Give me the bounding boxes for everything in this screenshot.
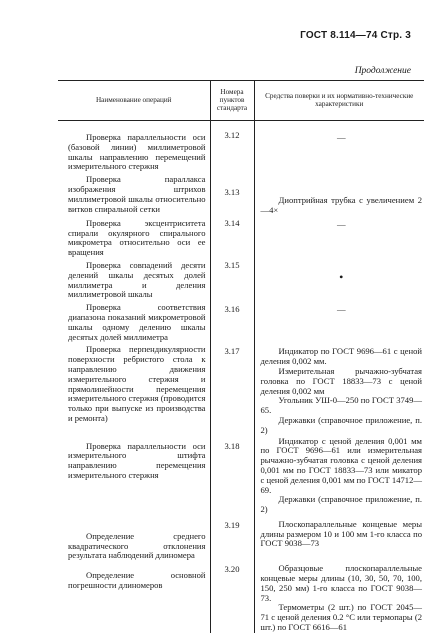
continuation-label: Продолжение [354, 66, 411, 76]
means-text: Индикатор по ГОСТ 9696—61 с ценой деления 0,002 мм. [260, 346, 422, 367]
means-text: Индикатор с ценой деления 0,001 мм по ГОСТ 9696—61 или измерительная рычажно-зубчатая головка с ценой деления 0,001 мм по ГОСТ 18833—73 или микатор с ценой деления 0,001 мм по ГОСТ 14712—69. [260, 435, 422, 495]
header-operation-name: Наименование операций [58, 81, 210, 121]
table-row [58, 515, 424, 561]
table-row [58, 172, 424, 216]
table-row [58, 561, 424, 633]
table-row [58, 121, 424, 173]
operation-text: Проверка параллакса изображения штрихов миллиметровой шкалы относительно витков спиральной сетки [68, 174, 206, 214]
operation-text: Проверка параллельности оси измерительного штифта направлению перемещения измерительного стержня [68, 440, 206, 480]
operation-text: Проверка совпадений десяти делений шкалы десятых долей миллиметра и деления миллиметровой шкалы [68, 259, 206, 300]
means-text: Угольник УШ-0—250 по ГОСТ 3749—65. [260, 395, 422, 416]
header-verification-means: Средства поверки и их нормативно-технические характеристики [254, 81, 424, 121]
operation-text: Проверка параллельности оси (базовой линии) миллиметровой шкалы направлению перемещений измерительного стержня [68, 132, 206, 172]
means-text: — [336, 304, 346, 315]
means-text: — [336, 218, 346, 229]
operation-text: Проверка соответствия диапазона показаний микрометровой шкалы одному делению шкалы десятых долей миллиметра [68, 302, 206, 342]
means-text: Термометры (2 шт.) по ГОСТ 2045—71 с ценой деления 0.2 °С или термопары (2 шт.) по ГОСТ 6616—61 [260, 602, 422, 633]
clause-number: 3.13 [224, 187, 240, 198]
table-row [58, 216, 424, 258]
page-header [0, 30, 427, 44]
operation-text: Проверка перпендикулярности поверхности ребристого стола к направлению движения измерительного стержня и прямолинейности перемещения измерительного стержня (проводится только при выпуске из производства и ремонта) [68, 344, 206, 423]
clause-number: 3.16 [224, 304, 240, 315]
means-text: Измерительная рычажно-зубчатая головка по ГОСТ 18833—73 с ценой деления 0,002 мм [260, 365, 422, 396]
clause-number: 3.18 [224, 440, 240, 451]
means-text: — [336, 132, 346, 142]
means-text: Плоскопараллельные концевые меры длины размером 10 и 100 мм 1-го класса по ГОСТ 9038—73 [260, 518, 422, 549]
header-clause-number: Номера пунктов стандарта [210, 81, 254, 121]
operation-text: Проверка эксцентриситета спирали окулярного спирального микрометра относительно оси ее вращения [68, 217, 206, 258]
verification-operations-table [58, 80, 424, 633]
means-text: Образцовые плоскопараллельные концевые меры длины (10, 30, 50, 70, 100, 150, 250 мм) 1-го класса по ГОСТ 9038—73. [260, 563, 422, 603]
clause-number: 3.20 [224, 564, 240, 575]
means-text: Державки (справочное приложение, п. 2) [260, 414, 422, 435]
clause-number: 3.19 [224, 519, 240, 530]
clause-number: 3.14 [224, 217, 240, 228]
means-text: • [339, 269, 344, 284]
means-text: Диоптрийная трубка с увеличением 2—4× [260, 195, 422, 215]
clause-number: 3.15 [224, 259, 240, 270]
table-header-row [58, 81, 424, 121]
operation-text: Определение основной погрешности длиномеров [68, 570, 206, 591]
standard-page-title: ГОСТ 8.114—74 Стр. 3 [300, 30, 411, 41]
table-row [58, 300, 424, 342]
table-row [58, 342, 424, 435]
operation-text: Определение среднего квадратического отклонения результата наблюдений длиномера [68, 530, 206, 561]
clause-number: 3.17 [224, 346, 240, 357]
means-text: Державки (справочное приложение, п. 2) [260, 494, 422, 515]
table-row [58, 258, 424, 300]
table-row [58, 436, 424, 515]
clause-number: 3.12 [224, 130, 240, 140]
